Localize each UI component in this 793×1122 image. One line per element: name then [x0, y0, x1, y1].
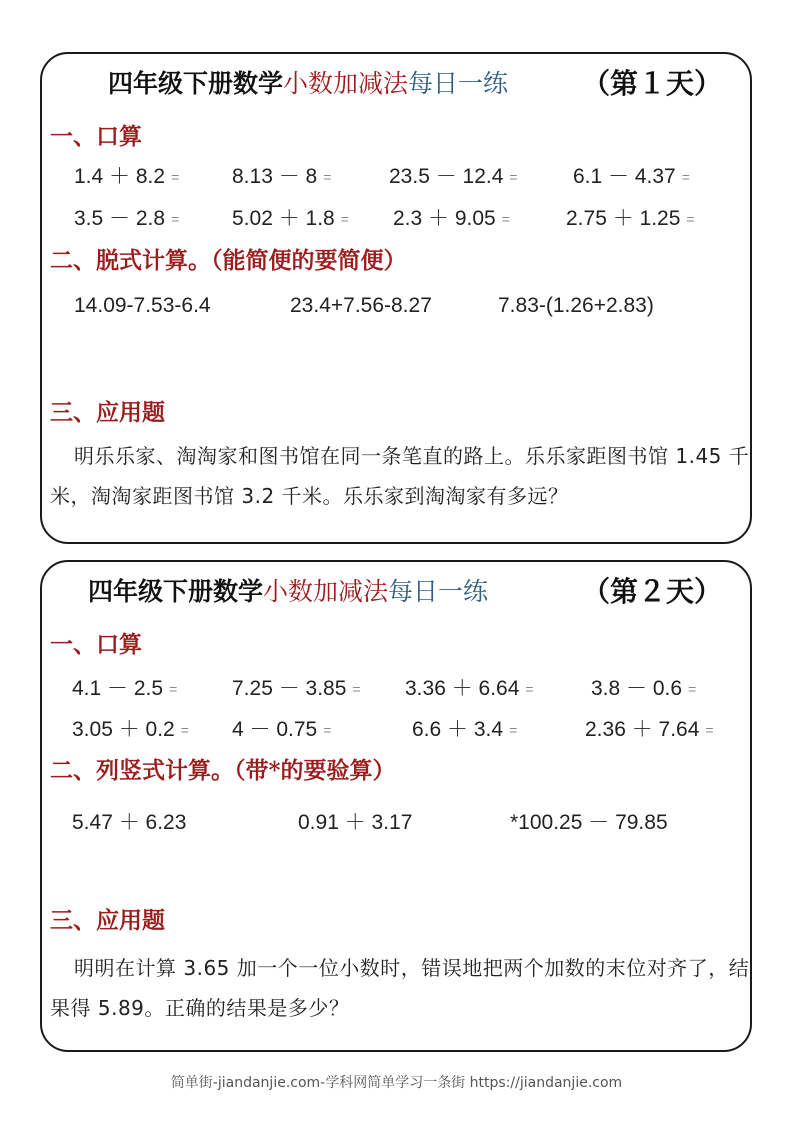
- section-problem-heading: 三、应用题: [50, 399, 165, 426]
- oral-item: 1.4 ＋ 8.2 =: [74, 165, 180, 188]
- page-footer: 简单街-jiandanjie.com-学科网简单学习一条街 https://jiandanjie.com: [170, 1075, 623, 1091]
- title-daily: 每日一练: [388, 577, 489, 606]
- oral-item: 5.02 ＋ 1.8 =: [232, 207, 349, 230]
- title-topic: 小数加减法: [263, 577, 389, 606]
- oral-item: 2.75 ＋ 1.25 =: [566, 207, 695, 230]
- worksheet-card-day2: [40, 560, 752, 1052]
- calc-item: 5.47 ＋ 6.23: [72, 811, 187, 834]
- section-oral-heading: 一、口算: [50, 123, 142, 150]
- oral-item: 6.6 ＋ 3.4 =: [412, 718, 518, 741]
- oral-item: 4 － 0.75 =: [232, 718, 332, 741]
- calc-item: *100.25 － 79.85: [510, 811, 668, 834]
- title-topic: 小数加减法: [283, 69, 409, 98]
- word-problem: 明明在计算 3.65 加一个一位小数时，错误地把两个加数的末位对齐了，结果得 5.89。正确的结果是多少？: [50, 956, 750, 1020]
- oral-item: 8.13 － 8 =: [232, 165, 332, 188]
- oral-item: 7.25 － 3.85 =: [232, 677, 361, 700]
- oral-item: 2.36 ＋ 7.64 =: [585, 718, 714, 741]
- oral-row-1: [42, 672, 750, 702]
- section-oral-heading: 一、口算: [50, 631, 142, 658]
- calc-item: 7.83-(1.26+2.83): [498, 294, 654, 317]
- oral-row-2: [42, 713, 750, 743]
- oral-row-1: [42, 160, 750, 190]
- word-problem: 明乐乐家、淘淘家和图书馆在同一条笔直的路上。乐乐家距图书馆 1.45 千米，淘淘家距图书馆 3.2 千米。乐乐家到淘淘家有多远？: [50, 444, 750, 508]
- oral-item: 6.1 － 4.37 =: [573, 165, 690, 188]
- worksheet-card-day1: [40, 52, 752, 544]
- oral-item: 4.1 － 2.5 =: [72, 677, 178, 700]
- oral-item: 23.5 － 12.4 =: [389, 165, 518, 188]
- oral-item: 2.3 ＋ 9.05 =: [393, 207, 510, 230]
- section-calc-heading: 二、脱式计算。（能简便的要简便）: [50, 247, 407, 274]
- title-prefix: 四年级下册数学: [108, 69, 284, 98]
- calc-item: 23.4+7.56-8.27: [290, 294, 432, 317]
- oral-item: 3.8 － 0.6 =: [591, 677, 697, 700]
- title-prefix: 四年级下册数学: [88, 577, 264, 606]
- title-day: （第２天）: [581, 575, 722, 608]
- calc-item: 0.91 ＋ 3.17: [298, 811, 413, 834]
- oral-item: 3.5 － 2.8 =: [74, 207, 180, 230]
- oral-item: 3.36 ＋ 6.64 =: [405, 677, 534, 700]
- title-day: （第１天）: [581, 67, 722, 100]
- oral-item: 3.05 ＋ 0.2 =: [72, 718, 189, 741]
- oral-row-2: [42, 202, 750, 232]
- section-calc-heading: 二、列竖式计算。（带*的要验算）: [50, 757, 396, 784]
- section-problem-heading: 三、应用题: [50, 907, 165, 934]
- title-daily: 每日一练: [408, 69, 509, 98]
- calc-row: [42, 806, 750, 836]
- calc-row: [42, 294, 750, 324]
- calc-item: 14.09-7.53-6.4: [74, 294, 211, 317]
